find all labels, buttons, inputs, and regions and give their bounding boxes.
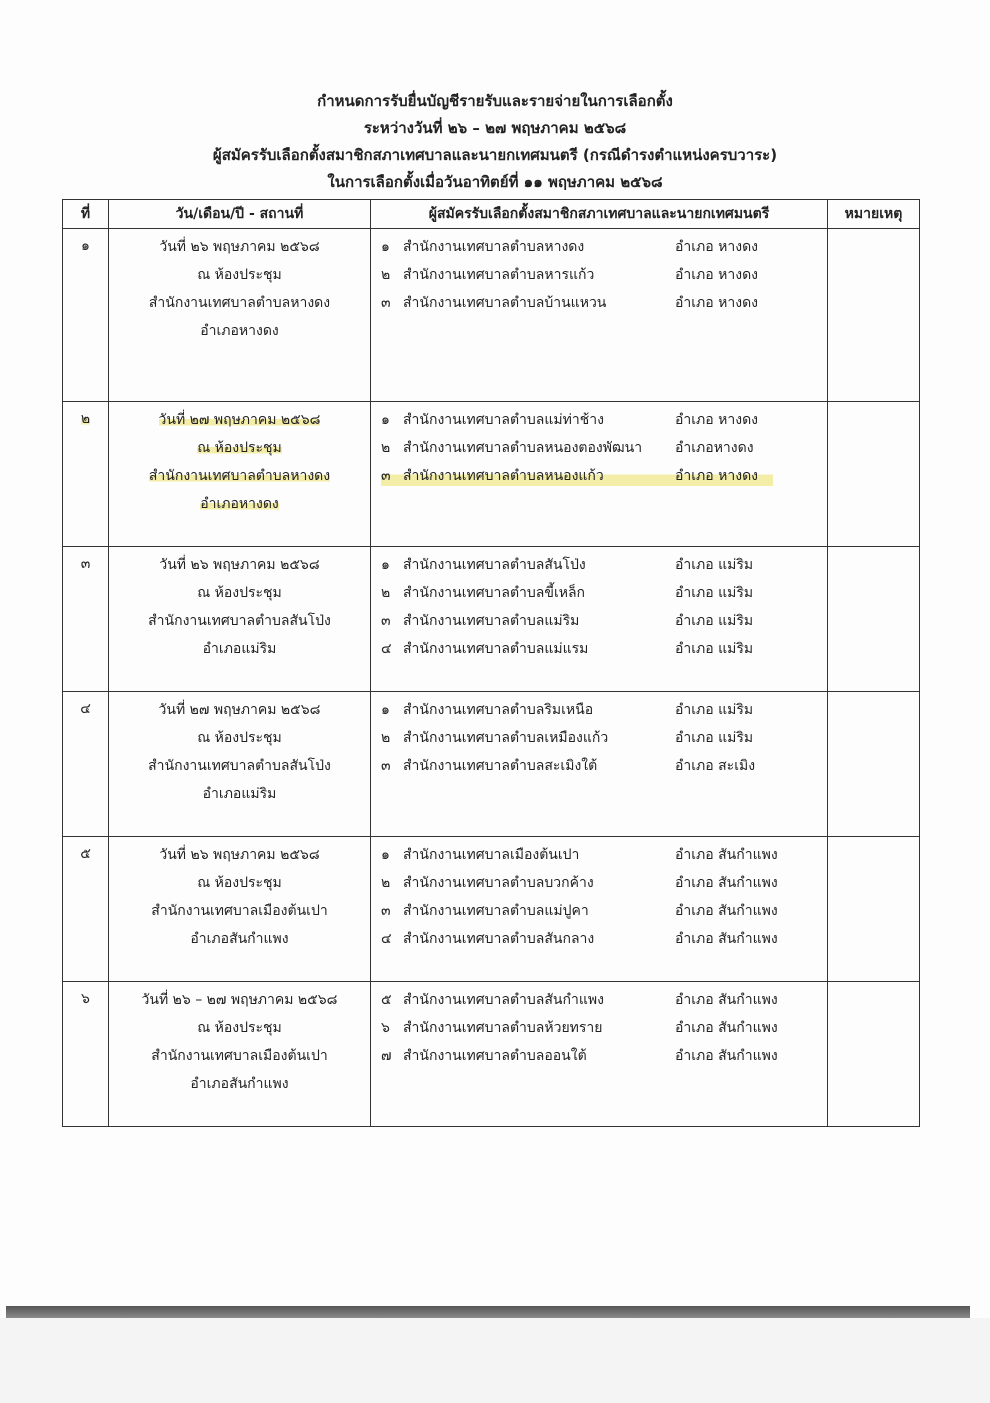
item-index: ๓ <box>381 468 391 484</box>
list-item <box>381 752 827 780</box>
candidates-cell <box>371 547 828 692</box>
item-amphoe: อำเภอ แม่ริม <box>675 557 754 573</box>
place-line-2: สำนักงานเทศบาลตำบลสันโป่ง <box>148 758 331 774</box>
place-line-1: ณ ห้องประชุม <box>197 1020 282 1036</box>
place-line-3: อำเภอหางดง <box>200 323 279 339</box>
table-row <box>63 547 920 692</box>
remark-cell <box>828 402 920 547</box>
item-amphoe: อำเภอ แม่ริม <box>675 702 754 718</box>
place-line-1: ณ ห้องประชุม <box>197 585 282 601</box>
item-amphoe: อำเภอ สันกำแพง <box>675 1048 778 1064</box>
place-line-2: สำนักงานเทศบาลเมืองต้นเปา <box>151 903 328 919</box>
item-amphoe: อำเภอ สันกำแพง <box>675 931 778 947</box>
date-place-cell <box>109 547 371 692</box>
item-amphoe: อำเภอ สันกำแพง <box>675 875 778 891</box>
list-item <box>381 1042 827 1070</box>
list-item <box>381 869 827 897</box>
list-item <box>381 406 827 434</box>
item-office: สำนักงานเทศบาลตำบลแม่ริม <box>403 613 580 629</box>
item-office: สำนักงานเทศบาลตำบลบ้านแหวน <box>403 295 607 311</box>
date-line-wrap <box>109 406 370 434</box>
item-office: สำนักงานเทศบาลตำบลออนใต้ <box>403 1048 587 1064</box>
item-index: ๓ <box>381 295 391 311</box>
place-line-1: ณ ห้องประชุม <box>197 875 282 891</box>
item-amphoe: อำเภอ สันกำแพง <box>675 847 778 863</box>
header-remark: หมายเหตุ <box>828 200 920 229</box>
date-text: วันที่ ๒๗ พฤษภาคม ๒๕๖๘ <box>158 702 321 718</box>
item-office: สำนักงานเทศบาลตำบลสันกำแพง <box>403 992 604 1008</box>
item-index: ๓ <box>381 613 391 629</box>
document-title <box>0 88 990 196</box>
table-row <box>63 837 920 982</box>
item-amphoe: อำเภอ สันกำแพง <box>675 992 778 1008</box>
remark-cell <box>828 692 920 837</box>
place-line-wrap <box>109 462 370 490</box>
item-amphoe: อำเภอ แม่ริม <box>675 730 754 746</box>
item-index: ๒ <box>381 585 391 601</box>
candidates-cell <box>371 837 828 982</box>
item-office: สำนักงานเทศบาลตำบลแม่ท่าช้าง <box>403 412 604 428</box>
item-index: ๑ <box>381 239 390 255</box>
item-index: ๑ <box>381 412 390 428</box>
item-office: สำนักงานเทศบาลตำบลบวกค้าง <box>403 875 594 891</box>
item-amphoe: อำเภอ หางดง <box>675 468 758 484</box>
list-item <box>381 897 827 925</box>
candidates-cell <box>371 229 828 402</box>
date-place-cell <box>109 402 371 547</box>
remark-cell <box>828 229 920 402</box>
place-line-3: อำเภอแม่ริม <box>202 786 277 802</box>
item-office: สำนักงานเทศบาลตำบลเหมืองแก้ว <box>403 730 609 746</box>
table-row <box>63 229 920 402</box>
place-line-1: ณ ห้องประชุม <box>197 440 282 456</box>
item-amphoe: อำเภอ สันกำแพง <box>675 903 778 919</box>
list-item-highlighted <box>381 462 773 490</box>
place-line-wrap <box>109 434 370 462</box>
item-index: ๒ <box>381 875 391 891</box>
item-office: สำนักงานเทศบาลเมืองต้นเปา <box>403 847 580 863</box>
item-office: สำนักงานเทศบาลตำบลขี้เหล็ก <box>403 585 586 601</box>
item-index: ๗ <box>381 1048 392 1064</box>
list-item <box>381 724 827 752</box>
table-row <box>63 402 920 547</box>
place-line-2: สำนักงานเทศบาลตำบลสันโป่ง <box>148 613 331 629</box>
list-item <box>381 841 827 869</box>
place-line-3: อำเภอสันกำแพง <box>190 931 289 947</box>
item-index: ๔ <box>381 931 392 947</box>
place-line-1: ณ ห้องประชุม <box>197 267 282 283</box>
candidates-cell <box>371 692 828 837</box>
item-office: สำนักงานเทศบาลตำบลสะเมิงใต้ <box>403 758 598 774</box>
place-line-2: สำนักงานเทศบาลตำบลหางดง <box>148 468 331 484</box>
candidates-cell <box>371 402 828 547</box>
item-amphoe: อำเภอ หางดง <box>675 412 758 428</box>
item-amphoe: อำเภอ แม่ริม <box>675 585 754 601</box>
place-line-3: อำเภอแม่ริม <box>202 641 277 657</box>
item-office: สำนักงานเทศบาลตำบลหางดง <box>403 239 585 255</box>
header-candidates: ผู้สมัครรับเลือกตั้งสมาชิกสภาเทศบาลและนายกเทศมนตรี <box>371 200 828 229</box>
list-item <box>381 1014 827 1042</box>
item-index: ๑ <box>381 557 390 573</box>
table-header-row <box>63 200 920 229</box>
title-line-2: ระหว่างวันที่ ๒๖ – ๒๗ พฤษภาคม ๒๕๖๘ <box>363 119 627 137</box>
item-office: สำนักงานเทศบาลตำบลแม่แรม <box>403 641 589 657</box>
item-office: สำนักงานเทศบาลตำบลริมเหนือ <box>403 702 594 718</box>
list-item <box>381 579 827 607</box>
item-office: สำนักงานเทศบาลตำบลหารแก้ว <box>403 267 595 283</box>
item-office: สำนักงานเทศบาลตำบลสันโป่ง <box>403 557 586 573</box>
date-text: วันที่ ๒๗ พฤษภาคม ๒๕๖๘ <box>158 412 321 428</box>
item-index: ๕ <box>381 992 392 1008</box>
title-line-1: กำหนดการรับยื่นบัญชีรายรับและรายจ่ายในการเลือกตั้ง <box>317 92 673 110</box>
item-index: ๒ <box>381 730 391 746</box>
list-item <box>381 551 827 579</box>
item-office: สำนักงานเทศบาลตำบลสันกลาง <box>403 931 595 947</box>
remark-cell <box>828 547 920 692</box>
date-text: วันที่ ๒๖ – ๒๗ พฤษภาคม ๒๕๖๘ <box>141 992 338 1008</box>
title-line-3: ผู้สมัครรับเลือกตั้งสมาชิกสภาเทศบาลและนายกเทศมนตรี (กรณีดำรงตำแหน่งครบวาระ) <box>212 146 778 164</box>
item-amphoe: อำเภอ หางดง <box>675 295 758 311</box>
row-number: ๑ <box>63 229 109 402</box>
row-number: ๖ <box>63 982 109 1127</box>
item-amphoe: อำเภอ สะเมิง <box>675 758 756 774</box>
schedule-table <box>62 199 920 1127</box>
page-bottom-margin <box>0 1318 990 1403</box>
header-no: ที่ <box>63 200 109 229</box>
place-line-3: อำเภอสันกำแพง <box>190 1076 289 1092</box>
item-office: สำนักงานเทศบาลตำบลหนองตองพัฒนา <box>403 440 643 456</box>
list-item <box>381 607 827 635</box>
title-line-4: ในการเลือกตั้งเมื่อวันอาทิตย์ที่ ๑๑ พฤษภาคม ๒๕๖๘ <box>327 173 663 191</box>
candidates-cell <box>371 982 828 1127</box>
row-number: ๓ <box>63 547 109 692</box>
item-index: ๑ <box>381 702 390 718</box>
row-number: ๕ <box>63 837 109 982</box>
place-line-2: สำนักงานเทศบาลเมืองต้นเปา <box>151 1048 328 1064</box>
item-index: ๒ <box>381 440 391 456</box>
list-item <box>381 986 827 1014</box>
list-item <box>381 289 827 317</box>
item-amphoe: อำเภอ แม่ริม <box>675 613 754 629</box>
list-item <box>381 261 827 289</box>
list-item <box>381 925 827 953</box>
date-text: วันที่ ๒๖ พฤษภาคม ๒๕๖๘ <box>159 557 320 573</box>
item-office: สำนักงานเทศบาลตำบลห้วยทราย <box>403 1020 603 1036</box>
remark-cell <box>828 982 920 1127</box>
item-office: สำนักงานเทศบาลตำบลหนองแก้ว <box>403 468 604 484</box>
item-amphoe: อำเภอ สันกำแพง <box>675 1020 778 1036</box>
page-bottom-edge <box>6 1306 970 1318</box>
item-index: ๑ <box>381 847 390 863</box>
place-line-1: ณ ห้องประชุม <box>197 730 282 746</box>
place-line-2: สำนักงานเทศบาลตำบลหางดง <box>148 295 331 311</box>
list-item <box>381 635 827 663</box>
place-line-wrap <box>109 490 370 518</box>
item-index: ๖ <box>381 1020 390 1036</box>
item-index: ๓ <box>381 758 391 774</box>
item-office: สำนักงานเทศบาลตำบลแม่ปูคา <box>403 903 589 919</box>
date-text: วันที่ ๒๖ พฤษภาคม ๒๕๖๘ <box>159 239 320 255</box>
item-amphoe: อำเภอ หางดง <box>675 239 758 255</box>
table-row <box>63 982 920 1127</box>
place-line-3: อำเภอหางดง <box>200 496 279 512</box>
row-number <box>63 402 109 547</box>
header-date-place: วัน/เดือน/ปี - สถานที่ <box>109 200 371 229</box>
list-item <box>381 233 827 261</box>
date-place-cell <box>109 692 371 837</box>
item-index: ๔ <box>381 641 392 657</box>
row-number-highlight: ๒ <box>80 411 91 427</box>
date-place-cell <box>109 229 371 402</box>
item-index: ๓ <box>381 903 391 919</box>
list-item <box>381 434 827 462</box>
date-text: วันที่ ๒๖ พฤษภาคม ๒๕๖๘ <box>159 847 320 863</box>
remark-cell <box>828 837 920 982</box>
date-place-cell <box>109 837 371 982</box>
item-amphoe: อำเภอหางดง <box>675 440 754 456</box>
table-row <box>63 692 920 837</box>
item-amphoe: อำเภอ หางดง <box>675 267 758 283</box>
row-number: ๔ <box>63 692 109 837</box>
list-item <box>381 696 827 724</box>
item-index: ๒ <box>381 267 391 283</box>
date-place-cell <box>109 982 371 1127</box>
item-amphoe: อำเภอ แม่ริม <box>675 641 754 657</box>
